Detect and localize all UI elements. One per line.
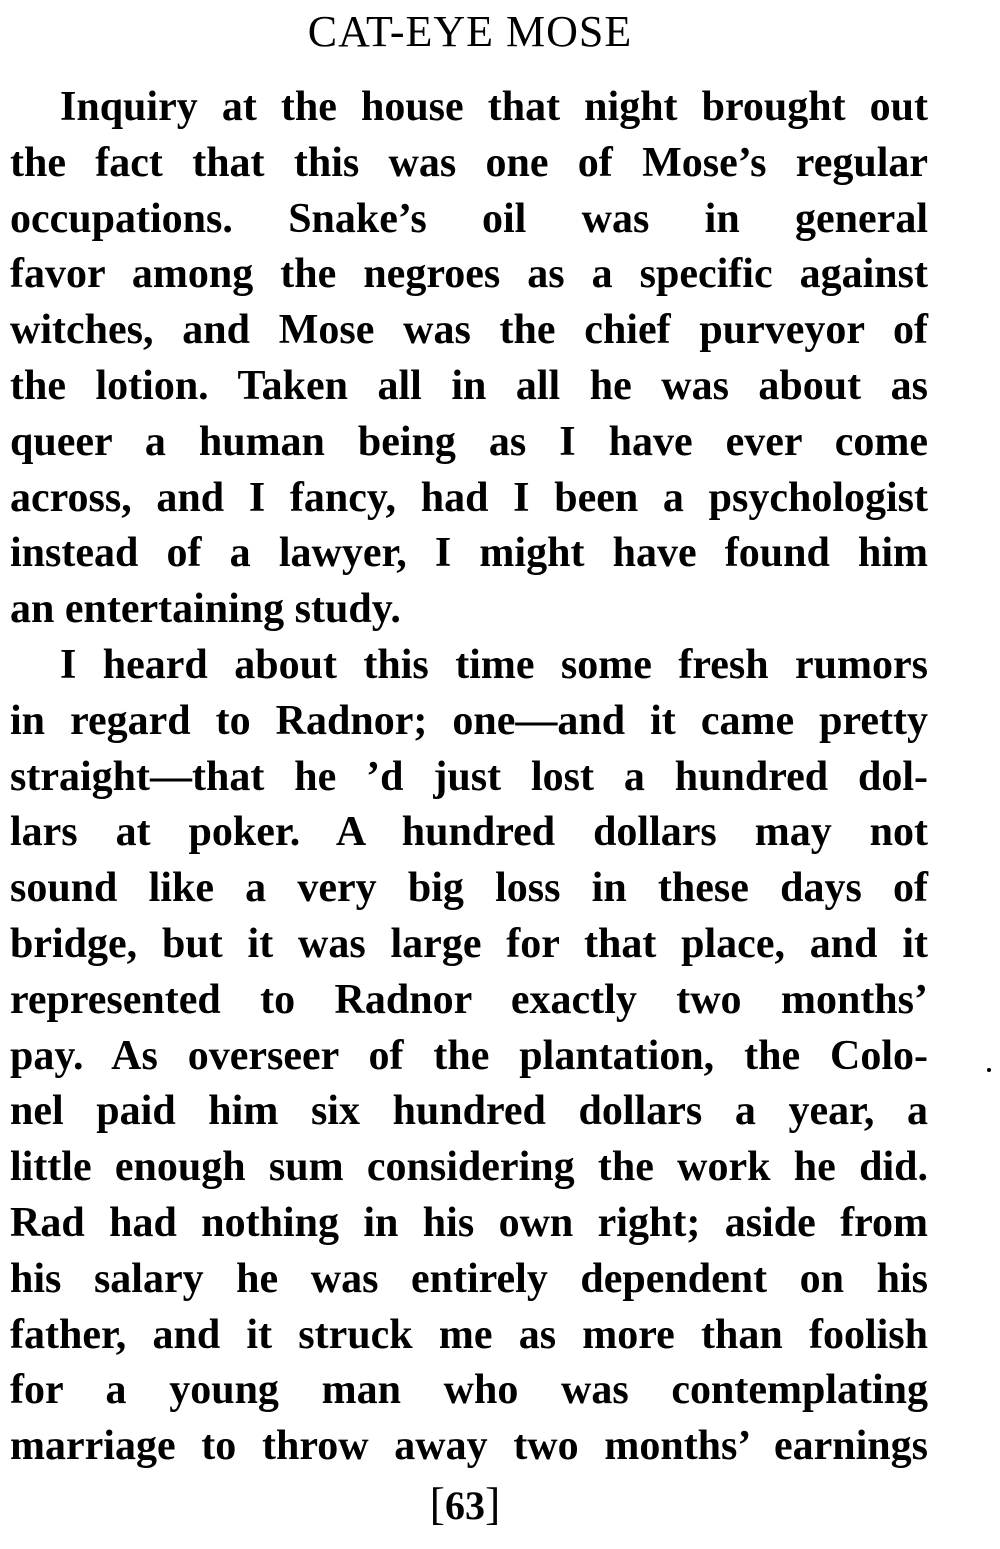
text-line: an entertaining study. <box>10 586 401 633</box>
text-line: represented to Radnor exactly two months’ <box>10 976 928 1023</box>
body-text <box>10 80 928 1475</box>
text-line: Inquiry at the house that night brought out <box>60 84 928 130</box>
text-line: Rad had nothing in his own right; aside from <box>10 1199 928 1246</box>
text-line: queer a human being as I have ever come <box>10 418 928 465</box>
folio-number: 63 <box>445 1483 485 1528</box>
folio-close-bracket: ] <box>485 1478 501 1529</box>
text-line: instead of a lawyer, I might have found him <box>10 530 928 577</box>
text-line: sound like a very big loss in these days of <box>10 865 928 912</box>
text-line: witches, and Mose was the chief purveyor of <box>10 307 928 354</box>
text-line: occupations. Snake’s oil was in general <box>10 195 928 242</box>
text-line: father, and it struck me as more than foolish <box>10 1311 928 1358</box>
text-line: bridge, but it was large for that place, and it <box>10 920 928 967</box>
text-line: in regard to Radnor; one—and it came pretty <box>10 697 928 744</box>
text-line: the fact that this was one of Mose’s regular <box>10 139 928 186</box>
text-line: pay. As overseer of the plantation, the Colo- <box>10 1032 928 1079</box>
text-line: I heard about this time some fresh rumors <box>60 641 928 688</box>
text-line: lars at poker. A hundred dollars may not <box>10 809 928 856</box>
text-line: little enough sum considering the work he did. <box>10 1144 928 1191</box>
text-line: marriage to throw away two months’ earnings <box>10 1423 928 1470</box>
print-speck <box>987 1068 991 1072</box>
running-head: CAT-EYE MOSE <box>307 7 633 56</box>
folio-open-bracket: [ <box>429 1478 445 1529</box>
text-line: the lotion. Taken all in all he was about as <box>10 362 928 409</box>
text-line: for a young man who was contemplating <box>10 1367 928 1414</box>
text-line: straight—that he ’d just lost a hundred dol- <box>10 753 928 800</box>
text-line: nel paid him six hundred dollars a year, a <box>10 1088 928 1135</box>
text-line: his salary he was entirely dependent on his <box>10 1255 928 1302</box>
text-line: across, and I fancy, had I been a psychologist <box>10 474 928 521</box>
page-number <box>0 1474 930 1536</box>
text-line: favor among the negroes as a specific against <box>10 251 928 298</box>
